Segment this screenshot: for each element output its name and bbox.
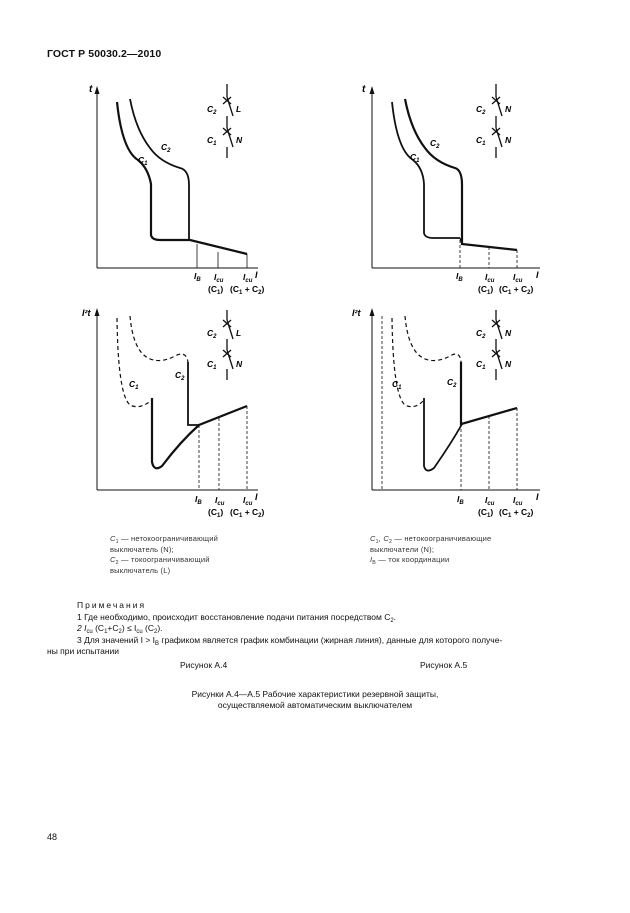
svg-text:(C1): $(C_1)$ xyxy=(478,284,494,296)
label-c2: $C_2$ xyxy=(161,142,171,154)
svg-text:(C1 + C2): $(C_1 + C_2)$ xyxy=(230,507,265,519)
tick-icu-2: $I_{cu}$ xyxy=(243,272,253,284)
svg-text:Icu: $I_{cu}$ xyxy=(513,495,523,507)
figure-a4-label: Рисунок А.4 xyxy=(180,660,228,670)
svg-text:I²t: I²t xyxy=(352,308,361,318)
svg-text:Icu: $I_{cu}$ xyxy=(243,495,253,507)
svg-text:C2: $C_2$ xyxy=(476,104,486,116)
svg-text:C1: $C_1$ xyxy=(129,379,139,391)
caption-line-2: осуществляемой автоматическим выключателем xyxy=(217,700,413,710)
axis-label-t: t xyxy=(89,84,93,95)
svg-text:I: I xyxy=(536,492,539,502)
svg-text:C2: $C_2$ xyxy=(476,328,486,340)
label-c1: $C_1$ xyxy=(138,155,148,167)
svg-text:IB: $I_B$ xyxy=(457,494,464,506)
axis-label-I: I xyxy=(255,270,258,280)
breaker-symbol-icon xyxy=(223,84,233,158)
svg-text:(C1): $(C_1)$ xyxy=(208,507,224,519)
svg-text:C2: $C_2$ xyxy=(430,138,440,150)
panel-a5-i2t xyxy=(352,308,540,519)
svg-text:Icu: $I_{cu}$ xyxy=(485,272,495,284)
curve-c2 xyxy=(130,99,189,240)
note-2: 2 $I_{cu}$ $(C_1+C_2) \le I_{cu}$ $(C_2)$. xyxy=(77,623,163,635)
breaker-symbol-icon xyxy=(492,84,502,158)
svg-text:N: N xyxy=(505,104,512,114)
breaker-symbol-icon xyxy=(223,310,233,380)
svg-text:C1: $C_1$ xyxy=(410,152,420,164)
combo-c1c2: $(C_1 + C_2)$ xyxy=(230,284,265,296)
svg-text:Icu: $I_{cu}$ xyxy=(513,272,523,284)
svg-text:C1: $C_1$ xyxy=(476,359,486,371)
svg-text:C1: $C_1$ xyxy=(392,379,402,391)
svg-text:N: N xyxy=(236,135,243,145)
legend-right: $C_1$, $C_2$ — нетокоограничивающие выключатели (N); $I_B$ — ток координации xyxy=(370,534,492,566)
combo-c1: $(C_1)$ xyxy=(208,284,224,296)
svg-text:I²t: I²t xyxy=(82,308,91,318)
svg-text:C1: $C_1$ xyxy=(476,135,486,147)
figure-a5-label: Рисунок А.5 xyxy=(420,660,468,670)
svg-text:L: L xyxy=(236,328,242,338)
note-3-cont: ны при испытании xyxy=(47,646,120,656)
document-header: ГОСТ Р 50030.2—2010 xyxy=(47,48,162,60)
svg-text:C1: $C_1$ xyxy=(207,135,217,147)
svg-text:C2: $C_2$ xyxy=(207,328,217,340)
note-3: 3 Для значений $I > I_B$ графиком является график комбинации (жирная линия), данные для которого получе- xyxy=(77,634,503,647)
legend-left: $C_1$ — нетокоограничивающий выключатель (N); $C_2$ — токоограничивающий выключатель (L) xyxy=(110,534,219,575)
tick-icu-1: $I_{cu}$ xyxy=(214,272,224,284)
svg-text:Icu: $I_{cu}$ xyxy=(485,495,495,507)
svg-text:C2: $C_2$ xyxy=(207,104,217,116)
svg-text:N: N xyxy=(505,328,512,338)
svg-text:L: L xyxy=(236,104,242,114)
svg-text:C2: $C_2$ xyxy=(175,370,185,382)
notes-block xyxy=(47,600,587,658)
page-number: 48 xyxy=(47,832,58,842)
tick-ib: $I_B$ xyxy=(194,271,201,283)
svg-text:IB: $I_B$ xyxy=(456,271,463,283)
svg-text:IB: $I_B$ xyxy=(195,494,202,506)
breaker-symbol-icon xyxy=(492,310,502,380)
svg-text:C2: $C_2$ xyxy=(447,377,457,389)
caption-line-1: Рисунки А.4—А.5 Рабочие характеристики резервной защиты, xyxy=(191,689,439,699)
svg-text:Icu: $I_{cu}$ xyxy=(215,495,225,507)
svg-text:N: N xyxy=(236,359,243,369)
note-1: 1 Где необходимо, происходит восстановление подачи питания посредством $C_2$. xyxy=(77,611,397,624)
notes-title: Примечания xyxy=(77,600,147,610)
svg-text:t: t xyxy=(362,84,366,95)
svg-text:C1: $C_1$ xyxy=(207,359,217,371)
panel-a5-time xyxy=(362,84,540,296)
svg-text:N: N xyxy=(505,135,512,145)
svg-text:(C1): $(C_1)$ xyxy=(478,507,494,519)
svg-text:(C1 + C2): $(C_1 + C_2)$ xyxy=(499,284,534,296)
svg-text:N: N xyxy=(505,359,512,369)
curve-c1 xyxy=(392,102,460,238)
svg-text:(C1 + C2): $(C_1 + C_2)$ xyxy=(499,507,534,519)
panel-a4-time xyxy=(89,84,265,296)
panel-a4-i2t xyxy=(82,308,265,519)
svg-text:I: I xyxy=(536,270,539,280)
y-axis-arrow xyxy=(95,86,100,94)
svg-text:I: I xyxy=(255,492,258,502)
